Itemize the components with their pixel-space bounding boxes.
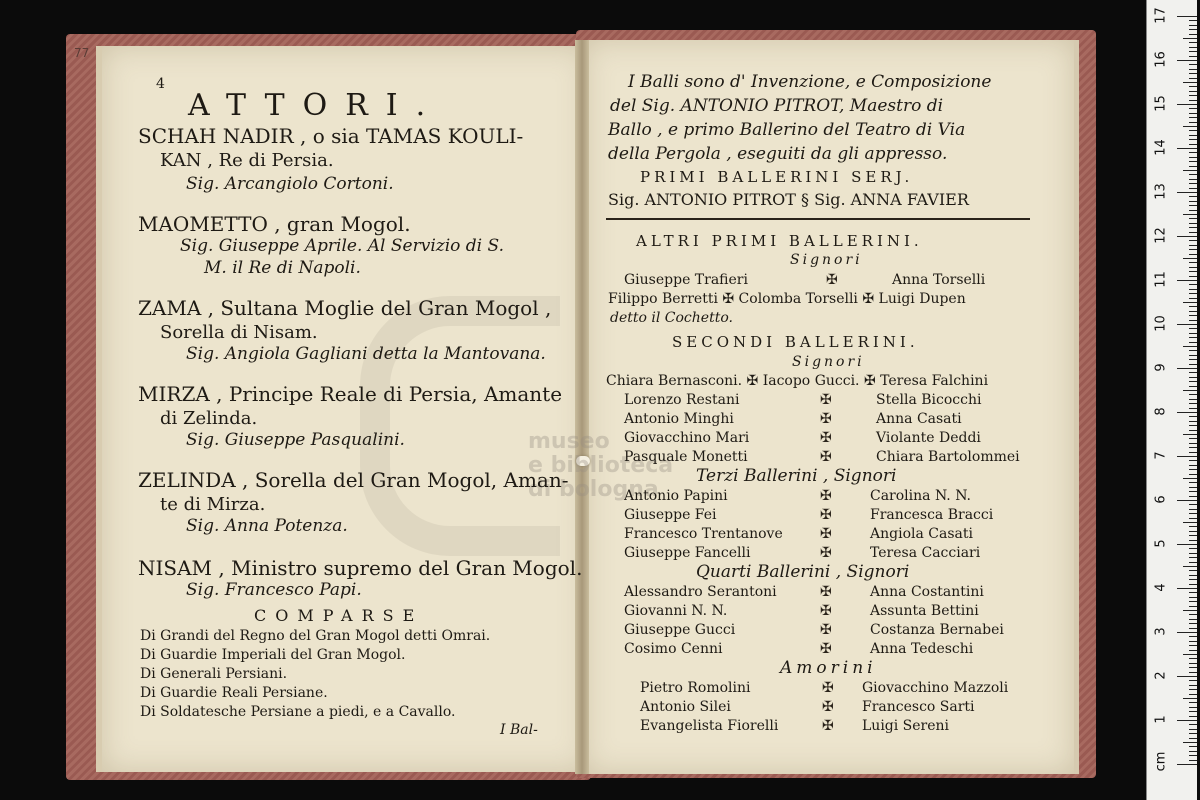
comparse-line: Di Generali Persiani. xyxy=(140,666,288,682)
dancer-left: Alessandro Serantoni xyxy=(624,584,777,600)
ruler-tick xyxy=(1189,223,1197,224)
ruler-tick xyxy=(1189,86,1197,87)
cross-separator: ✠ xyxy=(820,584,832,600)
ruler-tick xyxy=(1183,390,1197,391)
dancer-right: Stella Bicocchi xyxy=(876,392,982,408)
ruler-tick xyxy=(1189,201,1197,202)
ruler-tick xyxy=(1189,117,1197,118)
ruler-tick xyxy=(1189,240,1197,241)
section-subtitle: Signori xyxy=(792,354,865,370)
cross-separator: ✠ xyxy=(822,718,834,734)
section-title: Amorini xyxy=(780,658,877,678)
ruler-tick xyxy=(1189,650,1197,651)
role-cast: Sig. Arcangiolo Cortoni. xyxy=(186,174,394,194)
ruler-tick xyxy=(1189,518,1197,519)
ruler-tick xyxy=(1177,412,1197,413)
dancer-line: detto il Cochetto. xyxy=(610,310,733,326)
ruler-tick xyxy=(1189,306,1197,307)
ruler-tick xyxy=(1189,667,1197,668)
ruler-tick xyxy=(1189,73,1197,74)
ruler-tick xyxy=(1189,553,1197,554)
ruler-tick xyxy=(1189,513,1197,514)
dancer-line: Filippo Berretti ✠ Colomba Torselli ✠ Luigi Dupen xyxy=(608,291,966,307)
ruler-tick xyxy=(1189,694,1197,695)
dancer-left: Giovacchino Mari xyxy=(624,430,750,446)
ruler-tick xyxy=(1189,122,1197,123)
ruler-tick xyxy=(1189,298,1197,299)
ruler-number: 12 xyxy=(1153,227,1169,244)
ruler-tick xyxy=(1189,509,1197,510)
ruler-tick xyxy=(1189,601,1197,602)
ruler-tick xyxy=(1189,672,1197,673)
dancer-left: Evangelista Fiorelli xyxy=(640,718,779,734)
role-continuation: Sorella di Nisam. xyxy=(160,322,318,343)
ruler-number: 13 xyxy=(1153,183,1169,200)
ruler-tick xyxy=(1189,179,1197,180)
ruler-tick xyxy=(1177,280,1197,281)
ruler-tick xyxy=(1189,377,1197,378)
ruler-number: 4 xyxy=(1153,583,1169,592)
ruler-tick xyxy=(1189,746,1197,747)
ruler-tick xyxy=(1189,641,1197,642)
ruler-tick xyxy=(1189,531,1197,532)
ruler-tick xyxy=(1189,276,1197,277)
ruler-tick xyxy=(1189,337,1197,338)
ruler-tick xyxy=(1189,205,1197,206)
dancer-right: Costanza Bernabei xyxy=(870,622,1004,638)
comparse-line: Di Guardie Reali Persiane. xyxy=(140,685,328,701)
cross-separator: ✠ xyxy=(820,526,832,542)
dancer-right: Teresa Cacciari xyxy=(870,545,981,561)
ruler-tick xyxy=(1177,368,1197,369)
cross-separator: ✠ xyxy=(820,507,832,523)
comparse-line: Di Grandi del Regno del Gran Mogol detti Omrai. xyxy=(140,628,491,644)
ruler-tick xyxy=(1183,214,1197,215)
ruler-tick xyxy=(1189,342,1197,343)
ruler-tick xyxy=(1177,500,1197,501)
ruler-tick xyxy=(1189,139,1197,140)
ruler-number: 17 xyxy=(1153,7,1169,24)
ruler-tick xyxy=(1189,430,1197,431)
ruler-tick xyxy=(1189,386,1197,387)
ruler-number: 1 xyxy=(1153,715,1169,724)
ruler-tick xyxy=(1189,254,1197,255)
dancer-right: Anna Casati xyxy=(876,411,962,427)
ruler-tick xyxy=(1189,20,1197,21)
dancer-right: Violante Deddi xyxy=(876,430,981,446)
dancer-right: Chiara Bartolommei xyxy=(876,449,1020,465)
book-gutter xyxy=(575,40,589,774)
ruler-tick xyxy=(1189,702,1197,703)
page-title: ATTORI. xyxy=(188,88,444,123)
ruler-tick xyxy=(1189,394,1197,395)
ruler-tick xyxy=(1189,597,1197,598)
ruler-tick xyxy=(1183,698,1197,699)
ruler-tick xyxy=(1189,196,1197,197)
dancer-right: Carolina N. N. xyxy=(870,488,972,504)
ruler-tick xyxy=(1189,491,1197,492)
dancer-left: Francesco Trentanove xyxy=(624,526,783,542)
ruler-number: 9 xyxy=(1153,363,1169,372)
ruler-tick xyxy=(1189,403,1197,404)
section-title: Quarti Ballerini , Signori xyxy=(696,562,910,582)
cross-separator: ✠ xyxy=(822,680,834,696)
ruler-tick xyxy=(1189,729,1197,730)
ruler-number: 15 xyxy=(1153,95,1169,112)
ruler-tick xyxy=(1189,663,1197,664)
dancer-left: Antonio Papini xyxy=(624,488,728,504)
dancer-left: Giuseppe Fei xyxy=(624,507,717,523)
ruler-tick xyxy=(1189,262,1197,263)
watermark-line: museo xyxy=(528,429,610,454)
ruler-tick xyxy=(1189,271,1197,272)
dancer-left: Pasquale Monetti xyxy=(624,449,748,465)
ruler-tick xyxy=(1189,619,1197,620)
ruler-tick xyxy=(1189,724,1197,725)
role-cast: Sig. Angiola Gagliani detta la Mantovana. xyxy=(186,344,546,364)
ruler-tick xyxy=(1189,645,1197,646)
ruler-tick xyxy=(1189,570,1197,571)
ruler-tick xyxy=(1189,311,1197,312)
ruler-tick xyxy=(1189,562,1197,563)
ruler-tick xyxy=(1183,566,1197,567)
ruler-tick xyxy=(1189,135,1197,136)
cross-separator: ✠ xyxy=(820,430,832,446)
cross-separator: ✠ xyxy=(820,449,832,465)
ruler-tick xyxy=(1189,34,1197,35)
ruler-tick xyxy=(1183,38,1197,39)
role-continuation: KAN , Re di Persia. xyxy=(160,150,334,171)
section-title: SECONDI BALLERINI. xyxy=(672,333,919,351)
ruler-tick xyxy=(1177,720,1197,721)
ruler-tick xyxy=(1189,69,1197,70)
ruler-tick xyxy=(1189,689,1197,690)
role-continuation: te di Mirza. xyxy=(160,494,266,515)
ruler-tick xyxy=(1189,443,1197,444)
dancer-line: Chiara Bernasconi. ✠ Iacopo Gucci. ✠ Teresa Falchini xyxy=(606,373,989,389)
role-continuation: di Zelinda. xyxy=(160,408,258,429)
ruler-tick xyxy=(1189,760,1197,761)
ruler-number: 3 xyxy=(1153,627,1169,636)
ruler-tick xyxy=(1177,632,1197,633)
ruler-tick xyxy=(1177,764,1197,765)
ruler-tick xyxy=(1189,738,1197,739)
ruler-tick xyxy=(1177,236,1197,237)
cross-separator: ✠ xyxy=(822,699,834,715)
dancer-right: Assunta Bettini xyxy=(870,603,979,619)
ruler-tick xyxy=(1189,25,1197,26)
intro-line: del Sig. ANTONIO PITROT, Maestro di xyxy=(610,96,944,116)
ruler-tick xyxy=(1177,588,1197,589)
ruler-tick xyxy=(1183,478,1197,479)
ruler-tick xyxy=(1189,350,1197,351)
section-title: ALTRI PRIMI BALLERINI. xyxy=(636,232,923,250)
ruler-tick xyxy=(1189,95,1197,96)
cross-separator: ✠ xyxy=(820,603,832,619)
ruler-tick xyxy=(1189,227,1197,228)
catchword: I Bal- xyxy=(500,722,538,738)
ruler-tick xyxy=(1177,676,1197,677)
ruler-tick xyxy=(1183,126,1197,127)
cross-separator: ✠ xyxy=(820,488,832,504)
ruler-tick xyxy=(1189,113,1197,114)
comparse-title: COMPARSE xyxy=(254,606,424,625)
ruler-tick xyxy=(1189,210,1197,211)
ruler-unit: cm xyxy=(1153,751,1169,772)
ruler-tick xyxy=(1183,742,1197,743)
dancer-left: Pietro Romolini xyxy=(640,680,751,696)
ruler-tick xyxy=(1183,302,1197,303)
ruler-tick xyxy=(1189,161,1197,162)
ruler-tick xyxy=(1189,526,1197,527)
dancer-right: Luigi Sereni xyxy=(862,718,950,734)
ruler-number: 16 xyxy=(1153,51,1169,68)
archive-number: 77 xyxy=(74,46,90,60)
ruler-tick xyxy=(1189,399,1197,400)
ruler-tick xyxy=(1189,496,1197,497)
ruler-number: 7 xyxy=(1153,451,1169,460)
ruler-tick xyxy=(1189,355,1197,356)
ruler-tick xyxy=(1189,289,1197,290)
ruler-tick xyxy=(1189,487,1197,488)
cross-separator: ✠ xyxy=(826,272,838,288)
ruler-number: 8 xyxy=(1153,407,1169,416)
ruler-tick xyxy=(1189,575,1197,576)
role-name: MAOMETTO , gran Mogol. xyxy=(138,212,411,236)
ruler-tick xyxy=(1189,707,1197,708)
ruler-tick xyxy=(1189,359,1197,360)
role-name: NISAM , Ministro supremo del Gran Mogol. xyxy=(138,556,583,580)
ruler-tick xyxy=(1189,47,1197,48)
ruler-tick xyxy=(1189,152,1197,153)
intro-line: della Pergola , eseguiti da gli appresso. xyxy=(608,144,948,164)
measuring-ruler xyxy=(1146,0,1197,800)
watermark-line: di bologna xyxy=(528,477,659,502)
cross-separator: ✠ xyxy=(820,392,832,408)
role-name: SCHAH NADIR , o sia TAMAS KOULI- xyxy=(138,124,524,148)
ruler-tick xyxy=(1189,557,1197,558)
dancer-right: Angiola Casati xyxy=(870,526,973,542)
ruler-tick xyxy=(1189,685,1197,686)
ruler-tick xyxy=(1189,372,1197,373)
dancer-right: Giovacchino Mazzoli xyxy=(862,680,1009,696)
ruler-tick xyxy=(1183,170,1197,171)
ruler-tick xyxy=(1189,108,1197,109)
dancer-left: Cosimo Cenni xyxy=(624,641,723,657)
ruler-tick xyxy=(1177,544,1197,545)
dancer-right: Francesco Sarti xyxy=(862,699,975,715)
role-cast: Sig. Giuseppe Pasqualini. xyxy=(186,430,405,450)
ruler-tick xyxy=(1189,218,1197,219)
ruler-tick xyxy=(1189,29,1197,30)
ruler-tick xyxy=(1189,460,1197,461)
ruler-tick xyxy=(1183,258,1197,259)
ruler-tick xyxy=(1189,328,1197,329)
ruler-tick xyxy=(1189,284,1197,285)
dancer-left: Antonio Minghi xyxy=(624,411,734,427)
section-title: Terzi Ballerini , Signori xyxy=(696,466,897,486)
ruler-tick xyxy=(1189,548,1197,549)
ruler-tick xyxy=(1189,482,1197,483)
role-cast: M. il Re di Napoli. xyxy=(204,258,361,278)
ruler-tick xyxy=(1189,42,1197,43)
ruler-tick xyxy=(1177,456,1197,457)
ruler-tick xyxy=(1189,751,1197,752)
dancer-left: Giovanni N. N. xyxy=(624,603,728,619)
role-name: MIRZA , Principe Reale di Persia, Amante xyxy=(138,382,563,406)
dancer-right: Francesca Bracci xyxy=(870,507,994,523)
ruler-tick xyxy=(1189,157,1197,158)
dancer-left: Giuseppe Fancelli xyxy=(624,545,751,561)
ruler-tick xyxy=(1189,166,1197,167)
role-name: ZAMA , Sultana Moglie del Gran Mogol , xyxy=(138,296,552,320)
ruler-tick xyxy=(1189,315,1197,316)
ruler-number: 10 xyxy=(1153,315,1169,332)
ruler-tick xyxy=(1189,188,1197,189)
ruler-tick xyxy=(1189,465,1197,466)
dancer-left: Antonio Silei xyxy=(640,699,731,715)
ruler-tick xyxy=(1189,711,1197,712)
ruler-tick xyxy=(1189,416,1197,417)
ruler-tick xyxy=(1189,249,1197,250)
ruler-tick xyxy=(1183,82,1197,83)
ruler-tick xyxy=(1183,610,1197,611)
ruler-number: 11 xyxy=(1153,271,1169,288)
page-number: 4 xyxy=(156,76,165,92)
ruler-tick xyxy=(1189,584,1197,585)
role-cast: Sig. Giuseppe Aprile. Al Servizio di S. xyxy=(180,236,504,256)
ruler-tick xyxy=(1189,540,1197,541)
ruler-tick xyxy=(1189,636,1197,637)
dancer-left: Giuseppe Trafieri xyxy=(624,272,748,288)
ruler-tick xyxy=(1189,364,1197,365)
ruler-tick xyxy=(1183,654,1197,655)
ruler-tick xyxy=(1189,333,1197,334)
ruler-tick xyxy=(1189,174,1197,175)
ruler-tick xyxy=(1189,408,1197,409)
ruler-tick xyxy=(1189,716,1197,717)
ruler-tick xyxy=(1189,592,1197,593)
ruler-tick xyxy=(1189,267,1197,268)
ruler-tick xyxy=(1189,623,1197,624)
ruler-tick xyxy=(1189,245,1197,246)
ruler-number: 14 xyxy=(1153,139,1169,156)
ruler-tick xyxy=(1189,91,1197,92)
ruler-tick xyxy=(1189,100,1197,101)
comparse-line: Di Soldatesche Persiane a piedi, e a Cavallo. xyxy=(140,704,456,720)
ruler-tick xyxy=(1177,60,1197,61)
ruler-tick xyxy=(1189,78,1197,79)
ruler-tick xyxy=(1177,324,1197,325)
intro-line: Ballo , e primo Ballerino del Teatro di Via xyxy=(608,120,966,140)
ruler-tick xyxy=(1189,658,1197,659)
primi-line: Sig. ANTONIO PITROT § Sig. ANNA FAVIER xyxy=(608,190,969,209)
cross-separator: ✠ xyxy=(820,622,832,638)
ruler-tick xyxy=(1189,320,1197,321)
ruler-tick xyxy=(1183,522,1197,523)
ruler-tick xyxy=(1189,232,1197,233)
cross-separator: ✠ xyxy=(820,641,832,657)
section-subtitle: Signori xyxy=(790,252,863,268)
intro-line: I Balli sono d' Invenzione, e Composizione xyxy=(628,72,992,92)
ruler-tick xyxy=(1189,755,1197,756)
dancer-right: Anna Tedeschi xyxy=(870,641,974,657)
divider xyxy=(606,218,1030,220)
section-title: PRIMI BALLERINI SERJ. xyxy=(640,168,914,186)
ruler-tick xyxy=(1189,614,1197,615)
ruler-tick xyxy=(1189,680,1197,681)
comparse-line: Di Guardie Imperiali del Gran Mogol. xyxy=(140,647,406,663)
ruler-tick xyxy=(1189,447,1197,448)
ruler-tick xyxy=(1189,51,1197,52)
ruler-tick xyxy=(1183,346,1197,347)
ruler-tick xyxy=(1189,421,1197,422)
role-cast: Sig. Anna Potenza. xyxy=(186,516,348,536)
ruler-tick xyxy=(1189,381,1197,382)
ruler-tick xyxy=(1189,130,1197,131)
ruler-number: 5 xyxy=(1153,539,1169,548)
ruler-tick xyxy=(1189,183,1197,184)
ruler-tick xyxy=(1189,144,1197,145)
ruler-tick xyxy=(1177,16,1197,17)
ruler-tick xyxy=(1189,64,1197,65)
ruler-tick xyxy=(1189,425,1197,426)
dancer-right: Anna Costantini xyxy=(870,584,984,600)
ruler-tick xyxy=(1189,504,1197,505)
watermark-line: e biblioteca xyxy=(528,453,674,478)
ruler-tick xyxy=(1189,733,1197,734)
ruler-number: 6 xyxy=(1153,495,1169,504)
ruler-tick xyxy=(1189,606,1197,607)
ruler-tick xyxy=(1189,438,1197,439)
ruler-tick xyxy=(1189,452,1197,453)
dancer-right: Anna Torselli xyxy=(892,272,986,288)
ruler-tick xyxy=(1189,293,1197,294)
ruler-tick xyxy=(1177,192,1197,193)
ruler-tick xyxy=(1189,474,1197,475)
dancer-left: Giuseppe Gucci xyxy=(624,622,736,638)
role-cast: Sig. Francesco Papi. xyxy=(186,580,362,600)
ruler-tick xyxy=(1189,628,1197,629)
ruler-tick xyxy=(1177,148,1197,149)
role-name: ZELINDA , Sorella del Gran Mogol, Aman- xyxy=(138,468,569,492)
ruler-tick xyxy=(1189,56,1197,57)
watermark-logo xyxy=(360,296,560,556)
cross-separator: ✠ xyxy=(820,545,832,561)
dancer-left: Lorenzo Restani xyxy=(624,392,740,408)
ruler-tick xyxy=(1183,434,1197,435)
ruler-tick xyxy=(1189,579,1197,580)
cross-separator: ✠ xyxy=(820,411,832,427)
ruler-tick xyxy=(1177,104,1197,105)
ruler-number: 2 xyxy=(1153,671,1169,680)
ruler-tick xyxy=(1189,469,1197,470)
ruler-tick xyxy=(1189,535,1197,536)
